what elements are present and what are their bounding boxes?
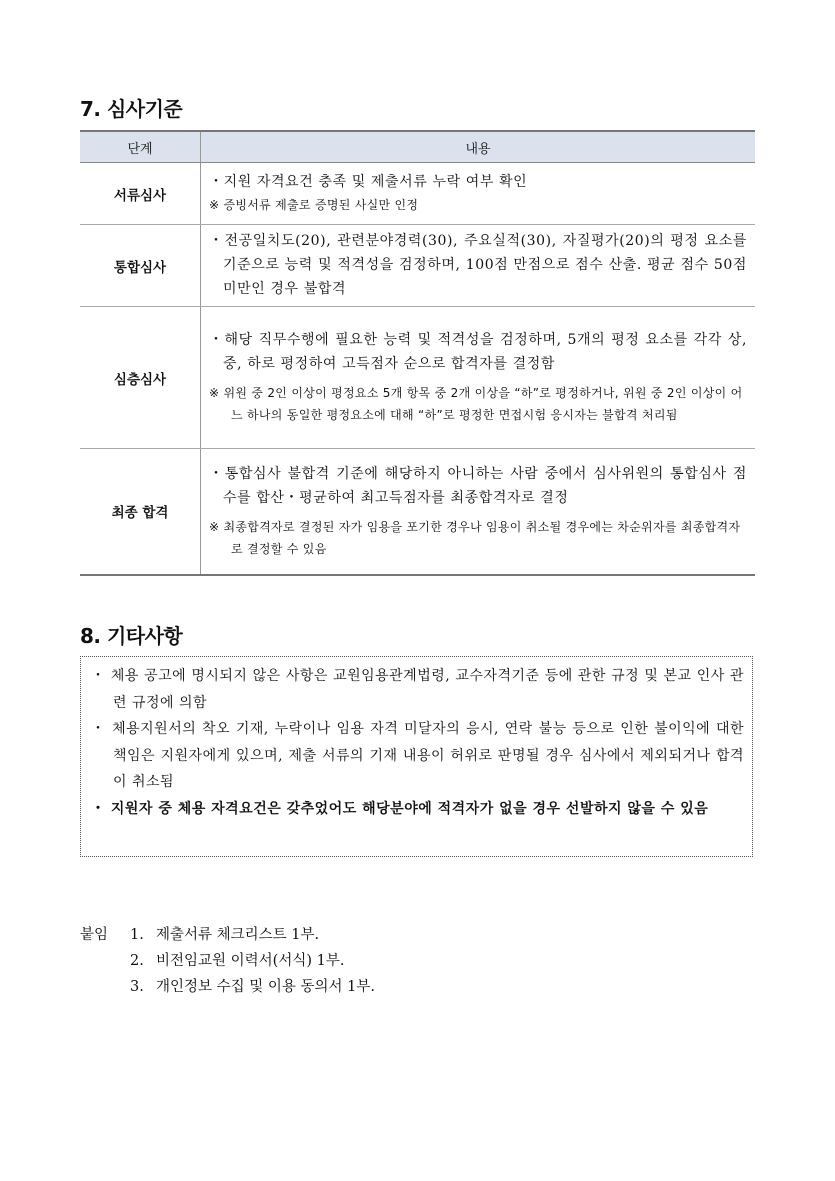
criteria-bullet: ・통합심사 불합격 기준에 해당하지 아니하는 사람 중에서 심사위원의 통합심사 점수를 합산・평균하여 최고득점자를 최종합격자로 결정: [209, 465, 747, 506]
attachment-label: [80, 974, 130, 1000]
table-row: [80, 163, 755, 225]
section-8-title: 8. 기타사항: [80, 624, 183, 648]
attachment-text: 개인정보 수집 및 이용 동의서 1부.: [156, 979, 375, 995]
criteria-bullet: ・전공일치도(20), 관련분야경력(30), 주요실적(30), 자질평가(20)의 평정 요소를 기준으로 능력 및 적격성을 검정하며, 100점 만점으로 점수 산출. 평균 점수 50점 미만인 경우 불합격: [209, 233, 747, 297]
section-7-title: 7. 심사기준: [80, 97, 183, 121]
attachment-item: [80, 974, 375, 1000]
criteria-note: ※ 위원 중 2인 이상이 평정요소 5개 항목 중 2개 이상을 “하”로 평정하거나, 위원 중 2인 이상이 어느 하나의 동일한 평정요소에 대해 “하”로 평정한 면접시험 응시자는 불합격 처리됨: [209, 386, 743, 422]
attachment-number: 1.: [130, 927, 144, 943]
header-content: 내용: [201, 131, 756, 163]
criteria-note: ※ 증빙서류 제출로 증명된 사실만 인정: [209, 198, 419, 212]
misc-notes-box: [80, 656, 753, 857]
criteria-bullet: ・해당 직무수행에 필요한 능력 및 적격성을 검정하며, 5개의 평정 요소를 각각 상, 중, 하로 평정하여 고득점자 순으로 합격자를 결정함: [209, 332, 747, 372]
attachment-number: 2.: [130, 953, 144, 969]
attachment-text: 제출서류 체크리스트 1부.: [156, 927, 320, 943]
attachment-number: 3.: [130, 979, 144, 995]
criteria-table: [80, 130, 755, 576]
content-cell: [201, 307, 756, 449]
misc-item: ・ 체용지원서의 착오 기재, 누락이나 임용 자격 미달자의 응시, 연락 불능 등으로 인한 불이익에 대한 책임은 지원자에게 있으며, 제출 서류의 기재 내용이 허위로 판명될 경우 심사에서 제외되거나 합격이 취소됨: [91, 721, 744, 790]
criteria-bullet: ・지원 자격요건 충족 및 제출서류 누락 여부 확인: [209, 174, 528, 190]
content-cell: [201, 449, 756, 575]
attachment-label: 붙임: [80, 927, 109, 943]
criteria-note: ※ 최종합격자로 결정된 자가 임용을 포기한 경우나 임용이 취소될 경우에는 차순위자를 최종합격자로 결정할 수 있음: [209, 519, 741, 556]
misc-item: ・ 지원자 중 체용 자격요건은 갖추었어도 해당분야에 적격자가 없을 경우 선발하지 않을 수 있음: [91, 800, 709, 817]
table-row: [80, 449, 755, 575]
attachment-label: [80, 948, 130, 974]
attachment-item: [80, 922, 375, 948]
stage-cell: 최종 합격: [80, 449, 201, 575]
content-cell: [201, 225, 756, 307]
stage-cell: 서류심사: [80, 163, 201, 225]
attachment-item: [80, 948, 375, 974]
table-header-row: [80, 131, 755, 163]
stage-cell: 통합심사: [80, 225, 201, 307]
table-row: [80, 307, 755, 449]
header-stage: 단계: [80, 131, 201, 163]
misc-item: ・ 체용 공고에 명시되지 않은 사항은 교원임용관계법령, 교수자격기준 등에 관한 규정 및 본교 인사 관련 규정에 의함: [91, 668, 744, 711]
stage-cell: 심층심사: [80, 307, 201, 449]
content-cell: [201, 163, 756, 225]
table-row: [80, 225, 755, 307]
attachments: [80, 922, 375, 1000]
attachment-text: 비전임교원 이력서(서식) 1부.: [156, 953, 345, 969]
